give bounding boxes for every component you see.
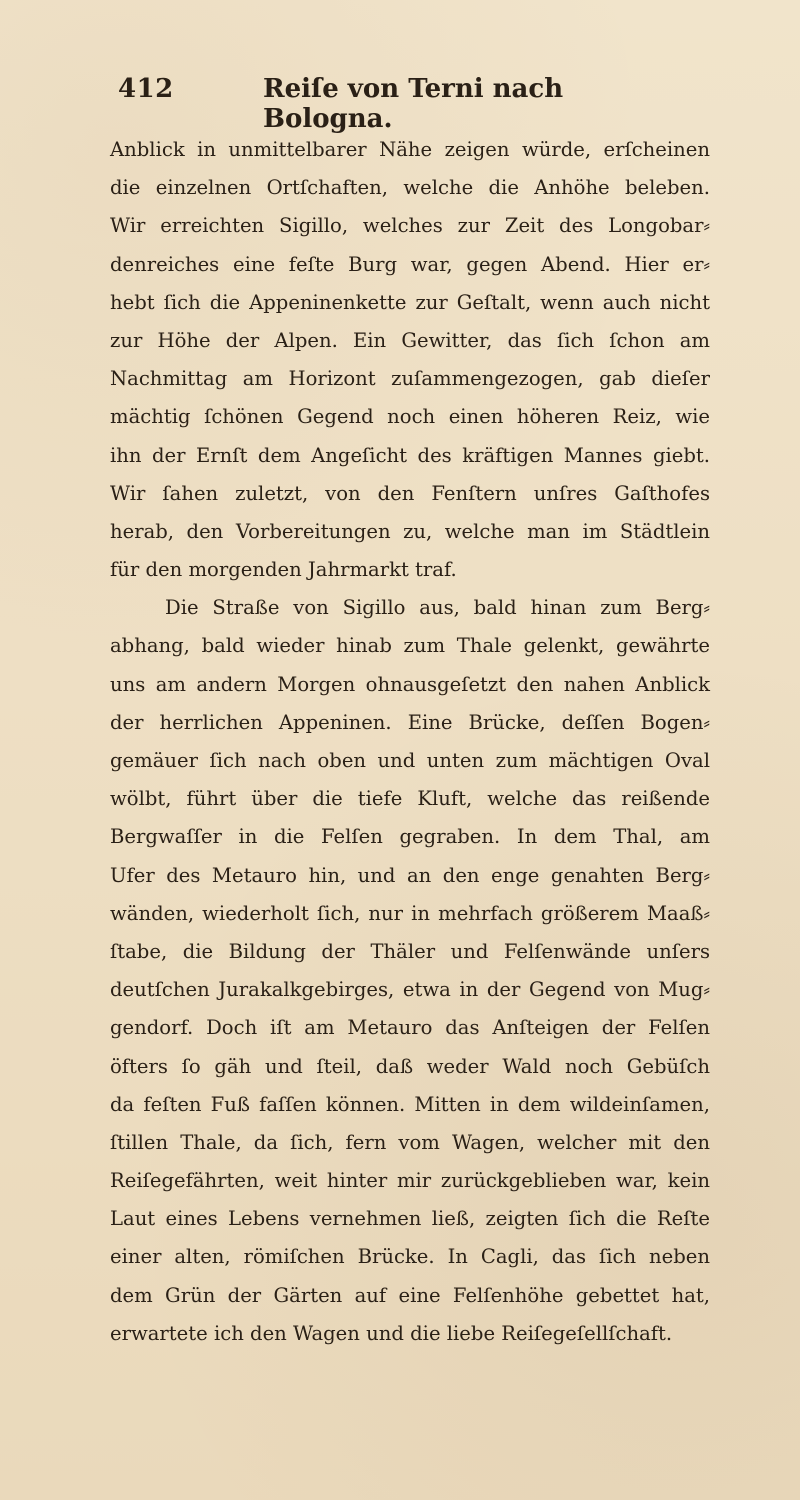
text-line: öfters ſo gäh und ſteil, daß weder Wald noch Gebüſch xyxy=(110,1054,710,1078)
text-line: einer alten, römiſchen Brücke. In Cagli, das ſich neben xyxy=(110,1245,710,1269)
text-line: Wir erreichten Sigillo, welches zur Zeit des Longobar⸗ xyxy=(110,214,710,238)
text-line: wänden, wiederholt ſich, nur in mehrfach größerem Maaß⸗ xyxy=(110,901,710,925)
text-line: abhang, bald wieder hinab zum Thale gelenkt, gewährte xyxy=(110,634,710,658)
text-line: ſtabe, die Bildung der Thäler und Felſenwände unſers xyxy=(110,939,710,963)
text-line: gemäuer ſich nach oben und unten zum mächtigen Oval xyxy=(110,749,710,772)
text-line: Wir ſahen zuletzt, von den Fenſtern unſres Gaſthofes xyxy=(110,481,710,505)
text-line: mächtig ſchönen Gegend noch einen höheren Reiz, wie xyxy=(110,405,710,429)
text-line: herab, den Vorbereitungen zu, welche man im Städtlein xyxy=(110,519,710,543)
text-line: da feſten Fuß faſſen können. Mitten in dem wildeinſamen, xyxy=(110,1092,710,1116)
page-number: 412 xyxy=(118,74,174,104)
text-line: gendorf. Doch iſt am Metauro das Anſteigen der Felſen xyxy=(110,1016,710,1040)
text-line: Laut eines Lebens vernehmen ließ, zeigten ſich die Reſte xyxy=(110,1207,710,1231)
text-line: denreiches eine feſte Burg war, gegen Abend. Hier er⸗ xyxy=(110,252,710,276)
body-text xyxy=(110,131,710,1353)
text-line: die einzelnen Ortſchaften, welche die Anhöhe beleben. xyxy=(110,176,710,200)
text-line: Reiſegefährten, weit hinter mir zurückgeblieben war, kein xyxy=(110,1169,710,1193)
text-line: deutſchen Jurakalkgebirges, etwa in der Gegend von Mug⸗ xyxy=(110,978,710,1002)
text-line: Bergwaſſer in die Felſen gegraben. In dem Thal, am xyxy=(110,825,710,849)
text-line: Anblick in unmittelbarer Nähe zeigen würde, erſcheinen xyxy=(110,138,710,161)
text-line: hebt ſich die Appeninenkette zur Geſtalt, wenn auch nicht xyxy=(110,290,710,314)
text-line: der herrlichen Appeninen. Eine Brücke, deſſen Bogen⸗ xyxy=(110,710,710,734)
text-line: Nachmittag am Horizont zuſammengezogen, gab dieſer xyxy=(110,367,710,391)
text-line: ihn der Ernſt dem Angeſicht des kräftigen Mannes giebt. xyxy=(110,443,710,467)
text-line: für den morgenden Jahrmarkt traf. xyxy=(110,558,457,582)
text-line: wölbt, führt über die tiefe Kluft, welche das reißende xyxy=(110,787,710,811)
text-line: erwartete ich den Wagen und die liebe Reiſegeſellſchaft. xyxy=(110,1321,673,1345)
text-line: uns am andern Morgen ohnausgeſetzt den nahen Anblick xyxy=(110,672,710,696)
running-title: Reiſe von Terni nach Bologna. xyxy=(263,74,564,134)
text-line: Ufer des Metauro hin, und an den enge genahten Berg⸗ xyxy=(110,863,710,887)
text-line: ſtillen Thale, da ſich, fern vom Wagen, welcher mit den xyxy=(110,1130,710,1154)
page-header xyxy=(118,74,673,134)
text-line: zur Höhe der Alpen. Ein Gewitter, das ſich ſchon am xyxy=(110,328,710,352)
text-line: Die Straße von Sigillo aus, bald hinan zum Berg⸗ xyxy=(165,596,710,620)
text-line: dem Grün der Gärten auf eine Felſenhöhe gebettet hat, xyxy=(110,1283,710,1307)
